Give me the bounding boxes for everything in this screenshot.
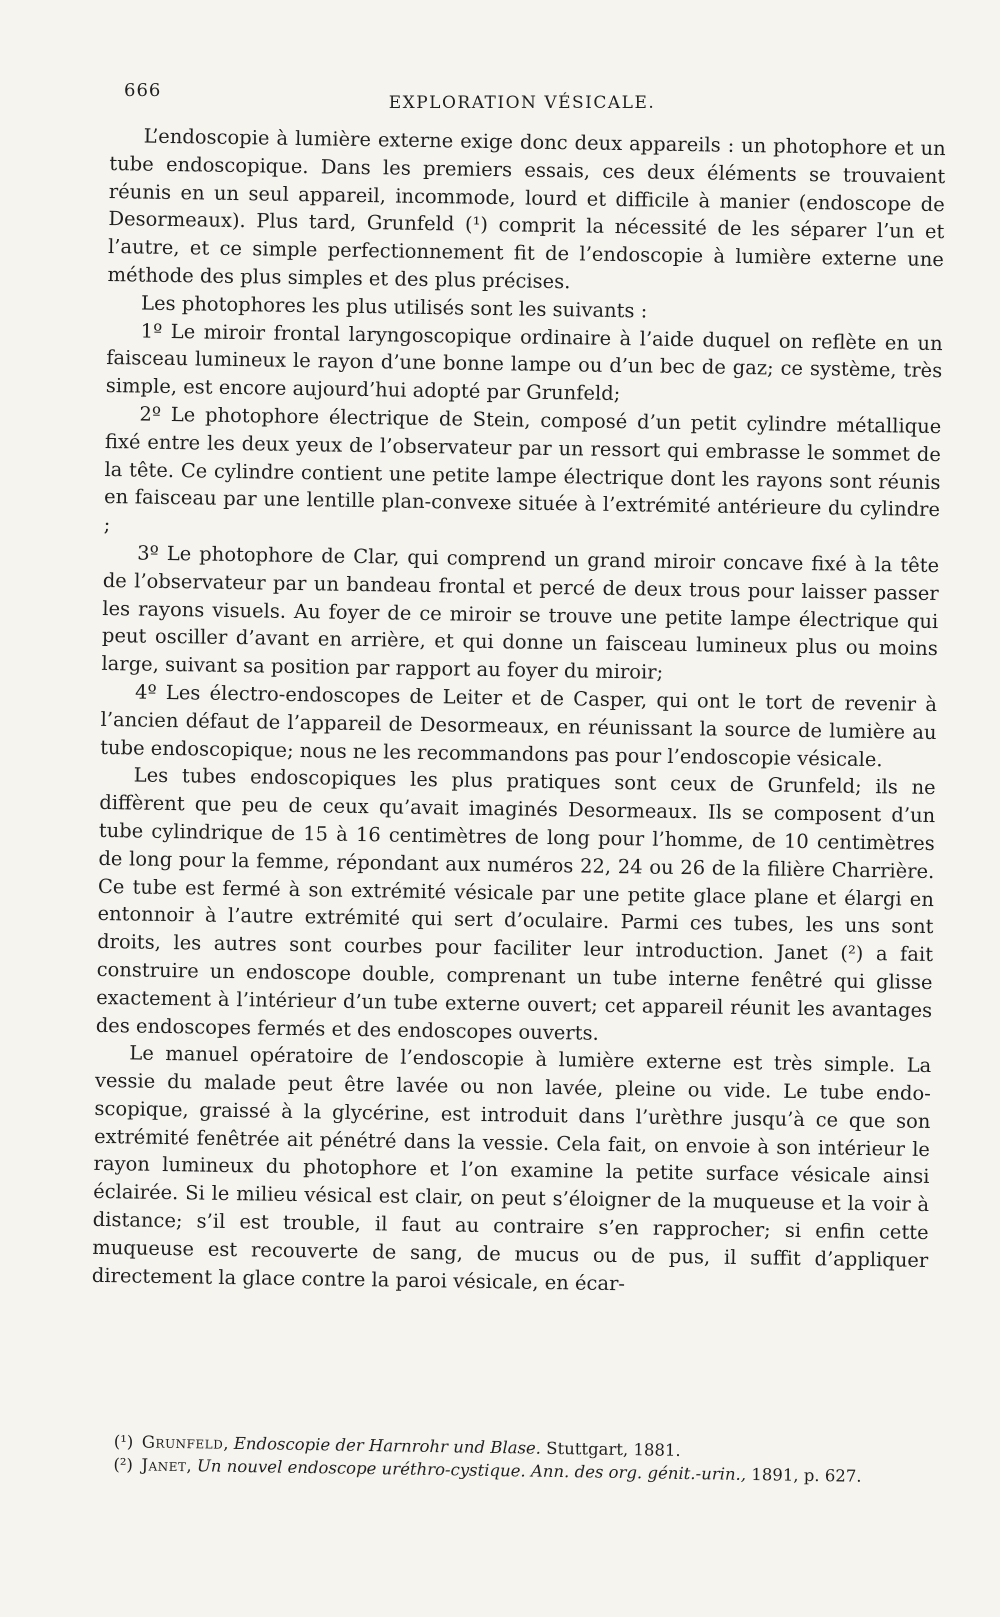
body-text	[92, 122, 946, 1302]
footnote-text: Grunfeld, Endoscopie der Harnrohr und Blase. Stuttgart, 1881.	[141, 1432, 681, 1460]
footnote-author: Janet	[141, 1455, 187, 1476]
footnote-title: Un nouvel endoscope uréthro-cystique. Ann. des org. génit.-urin.,	[196, 1456, 747, 1484]
running-title: EXPLORATION VÉSICALE.	[388, 93, 656, 113]
footnote-text: Janet, Un nouvel endoscope uréthro-cystique. Ann. des org. génit.-urin., 1891, p. 627.	[141, 1455, 862, 1486]
paragraph: 4º Les électro-endoscopes de Leiter et de Casper, qui ont le tort de revenir à l’ancien défaut de l’appareil de Desormeaux, en réunissant la source de lumière au tube endoscopique; nous ne les recommandons pas pour l’endoscopie vésicale.	[100, 680, 938, 771]
paragraph: Les photophores les plus utilisés sont les suivants :	[140, 291, 648, 323]
paragraph: 1º Le miroir frontal laryngoscopique ordinaire à l’aide duquel on reflète en un faisceau lumineux le rayon d’une bonne lampe ou d’un bec de gaz; ce système, très simple, est encore aujourd’hui adopté par Grunfeld;	[105, 319, 943, 406]
paragraph: 2º Le photophore électrique de Stein, composé d’un petit cylindre métallique fixé entre les deux yeux de l’observateur par un ressort qui embrasse le sommet de la tête. Ce cylindre contient une petite lampe électrique dont les rayons sont réunis en faisceau par une lentille plan-convexe située à l’extrémité antérieure du cylindre ;	[103, 402, 942, 537]
footnote-title: Endoscopie der Harnrohr und Blase.	[233, 1433, 542, 1458]
page-header	[108, 80, 936, 112]
paragraph: 3º Le photophore de Clar, qui comprend un grand miroir concave fixé à la tête de l’observateur par un bandeau frontal et percé de deux trous pour laisser passer les rayons visuels. Au foyer de ce miroir se trouve une petite lampe électrique qui peut osciller d’avant en arrière, et qui donne un faisceau lumineux plus ou moins large, suivant sa position par rapport au foyer du miroir;	[101, 541, 940, 684]
footnote-rest: Stuttgart, 1881.	[546, 1438, 681, 1460]
footnote-marker: (¹)	[113, 1431, 134, 1452]
paragraph: L’endoscopie à lumière externe exige donc deux appareils : un photophore et un tube endoscopique. Dans les premiers essais, ces deux éléments se trouvaient réunis en un seul appareil, incommode, lourd et difficile à manier (endoscope de Desormeaux). Plus tard, Grunfeld (¹) comprit la nécessité de les séparer l’un et l’autre, et ce simple perfectionnement fit de l’endoscopie à lumière externe une méthode des plus simples et des plus précises.	[107, 124, 946, 294]
footnote-marker: (²)	[113, 1454, 134, 1475]
footnotes	[113, 1430, 914, 1489]
paragraph: Les tubes endoscopiques les plus pratiques sont ceux de Grunfeld; ils ne diffèrent que peu de ceux qu’avait imaginés Desormeaux. Ils se composent d’un tube cylindrique de 15 à 16 centimètres de long pour l’homme, de 10 centimètres de long pour la femme, répondant aux numéros 22, 24 ou 26 de la filière Charrière. Ce tube est fermé à son extrémité vésicale par une petite glace plane et élargi en entonnoir à l’autre extrémité qui sert d’oculaire. Parmi ces tubes, les uns sont droits, les autres sont courbes pour faciliter leur introduction. Janet (²) a fait construire un endoscope double, comprenant un tube interne fenêtré qui glisse exactement à l’intérieur d’un tube externe ouvert; cet appareil réunit les avantages des endoscopes fermés et des endoscopes ouverts.	[95, 763, 936, 1045]
paragraph: Le manuel opératoire de l’endoscopie à lumière externe est très simple. La vessie du malade peut être lavée ou non lavée, pleine ou vide. Le tube endoscopique, graissé à la glycérine, est introduit dans l’urèthre jusqu’à ce que son extrémité fenêtrée ait pénétré dans la vessie. Cela fait, on envoie à son intérieur le rayon lumineux du photophore et l’on examine la petite surface vésicale ainsi éclairée. Si le milieu vésical est clair, on peut s’éloigner de la muqueuse et la voir à distance; s’il est trouble, il faut au contraire s’en rapprocher; si enfin cette muqueuse est recouverte de sang, de mucus ou de pus, il suffit d’appliquer directement la glace contre la paroi vésicale, en écar-	[91, 1041, 932, 1295]
page-number: 666	[124, 80, 162, 101]
footnote-author: Grunfeld	[141, 1432, 224, 1453]
footnote-rest: 1891, p. 627.	[751, 1465, 862, 1486]
